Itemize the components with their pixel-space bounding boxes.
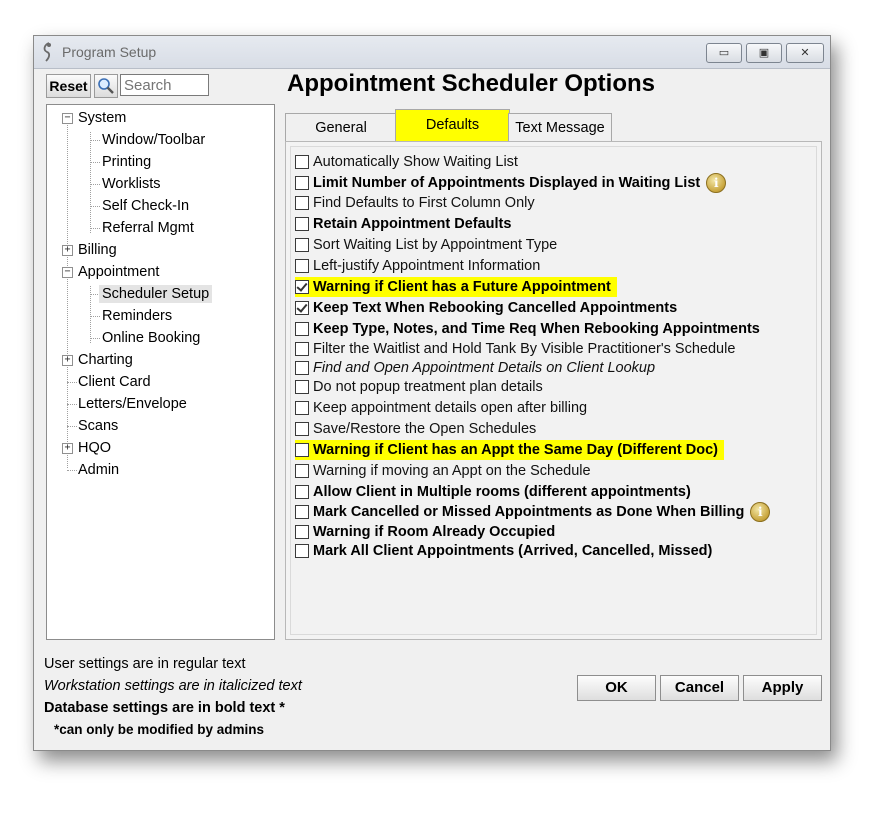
tree-item-online-booking[interactable]: Online Booking — [102, 330, 201, 346]
option-mark-all-client-appointments[interactable] — [295, 541, 712, 561]
checkbox[interactable] — [295, 238, 309, 252]
tree-connector — [67, 404, 77, 405]
checkbox[interactable] — [295, 401, 309, 415]
close-icon: ✕ — [800, 46, 810, 59]
tree-connector — [67, 470, 77, 471]
tree-item-worklists[interactable]: Worklists — [102, 176, 161, 192]
checkbox[interactable] — [295, 443, 309, 457]
option-label: Keep Type, Notes, and Time Req When Rebooking Appointments — [313, 321, 760, 337]
collapse-toggle-system[interactable]: − — [62, 113, 73, 124]
defaults-options-pane — [285, 141, 822, 640]
option-warning-room-occupied[interactable] — [295, 522, 555, 542]
option-label: Do not popup treatment plan details — [313, 379, 543, 395]
tree-connector — [67, 426, 77, 427]
option-limit-appointments-waiting-list[interactable] — [295, 173, 726, 193]
tree-connector — [90, 206, 100, 207]
option-keep-type-notes[interactable] — [295, 319, 760, 339]
checkbox[interactable] — [295, 525, 309, 539]
tree-connector — [67, 122, 68, 468]
legend-italic: Workstation settings are in italicized text — [44, 678, 302, 694]
tree-item-scans[interactable]: Scans — [78, 418, 119, 434]
option-auto-show-waiting-list[interactable] — [295, 152, 518, 172]
cancel-button[interactable]: Cancel — [660, 675, 739, 701]
option-label: Retain Appointment Defaults — [313, 216, 512, 232]
option-warning-moving-appt[interactable] — [295, 461, 591, 481]
option-warning-future-appointment[interactable] — [295, 277, 617, 297]
apply-button[interactable]: Apply — [743, 675, 822, 701]
tab-text-message[interactable]: Text Message — [508, 113, 612, 142]
option-no-popup-treatment-plan[interactable] — [295, 377, 543, 397]
option-label: Automatically Show Waiting List — [313, 154, 518, 170]
search-input[interactable] — [120, 74, 209, 96]
option-label: Find Defaults to First Column Only — [313, 195, 535, 211]
checkbox[interactable] — [295, 342, 309, 356]
tree-item-scheduler-setup[interactable]: Scheduler Setup — [99, 285, 212, 303]
window-title: Program Setup — [62, 44, 157, 60]
tree-item-referral-mgmt[interactable]: Referral Mgmt — [102, 220, 194, 236]
checkbox[interactable] — [295, 217, 309, 231]
search-button[interactable] — [94, 74, 118, 98]
expand-toggle-billing[interactable]: + — [62, 245, 73, 256]
tree-item-client-card[interactable]: Client Card — [78, 374, 151, 390]
option-keep-details-open[interactable] — [295, 398, 587, 418]
tree-connector — [90, 228, 100, 229]
tree-item-admin[interactable]: Admin — [78, 462, 120, 478]
option-allow-multiple-rooms[interactable] — [295, 482, 691, 502]
minimize-icon: ▭ — [718, 46, 730, 59]
tab-general[interactable]: General — [285, 113, 397, 142]
tree-item-window-toolbar[interactable]: Window/Toolbar — [102, 132, 206, 148]
expand-toggle-hqo[interactable]: + — [62, 443, 73, 454]
option-label: Mark Cancelled or Missed Appointments as Done When Billing — [313, 504, 745, 520]
option-filter-waitlist[interactable] — [295, 339, 735, 359]
option-find-defaults-first-column[interactable] — [295, 193, 535, 213]
checkbox[interactable] — [295, 322, 309, 336]
option-label: Keep Text When Rebooking Cancelled Appointments — [313, 300, 678, 316]
reset-button[interactable]: Reset — [46, 74, 91, 98]
checkbox-checked[interactable] — [295, 280, 309, 294]
program-setup-window — [33, 35, 831, 751]
tab-defaults[interactable]: Defaults — [395, 109, 510, 142]
options-list — [290, 146, 817, 635]
option-save-restore-schedules[interactable] — [295, 419, 536, 439]
checkbox[interactable] — [295, 464, 309, 478]
title-bar — [34, 36, 830, 69]
legend-admin-note: *can only be modified by admins — [54, 722, 265, 737]
app-logo-icon — [40, 42, 56, 62]
tree-connector — [90, 338, 100, 339]
option-label: Limit Number of Appointments Displayed in Waiting List — [313, 175, 701, 191]
tree-item-billing[interactable]: Billing — [78, 242, 117, 258]
ok-button[interactable]: OK — [577, 675, 656, 701]
tree-connector — [67, 382, 77, 383]
option-find-open-appointment-details[interactable] — [295, 358, 655, 378]
checkbox[interactable] — [295, 155, 309, 169]
tree-item-hqo[interactable]: HQO — [78, 440, 112, 456]
tree-item-reminders[interactable]: Reminders — [102, 308, 173, 324]
tree-connector — [90, 132, 91, 233]
checkbox-checked[interactable] — [295, 301, 309, 315]
option-warning-same-day-appt[interactable] — [295, 440, 724, 460]
checkbox[interactable] — [295, 505, 309, 519]
expand-toggle-charting[interactable]: + — [62, 355, 73, 366]
option-label: Allow Client in Multiple rooms (different appointments) — [313, 484, 691, 500]
tree-connector — [90, 316, 100, 317]
checkbox[interactable] — [295, 196, 309, 210]
tree-connector — [90, 162, 100, 163]
settings-tree — [46, 104, 275, 640]
page-title: Appointment Scheduler Options — [287, 70, 656, 97]
option-label: Warning if Client has a Future Appointment — [313, 279, 611, 295]
info-icon[interactable]: i — [706, 173, 726, 193]
checkbox[interactable] — [295, 485, 309, 499]
maximize-button[interactable] — [746, 43, 782, 63]
option-label: Warning if moving an Appt on the Schedule — [313, 463, 591, 479]
option-label: Left-justify Appointment Information — [313, 258, 541, 274]
option-label: Filter the Waitlist and Hold Tank By Visible Practitioner's Schedule — [313, 341, 736, 357]
tree-connector — [90, 140, 100, 141]
tree-item-charting[interactable]: Charting — [78, 352, 133, 368]
option-left-justify[interactable] — [295, 256, 540, 276]
checkbox[interactable] — [295, 380, 309, 394]
search-icon — [95, 75, 117, 97]
option-keep-text-rebooking[interactable] — [295, 298, 677, 318]
option-label: Find and Open Appointment Details on Client Lookup — [313, 360, 656, 376]
checkbox[interactable] — [295, 544, 309, 558]
tree-connector — [90, 184, 100, 185]
option-label: Mark All Client Appointments (Arrived, Cancelled, Missed) — [313, 543, 713, 559]
option-label: Keep appointment details open after billing — [313, 400, 588, 416]
tree-item-printing[interactable]: Printing — [102, 154, 152, 170]
option-mark-cancelled-done[interactable] — [295, 502, 770, 522]
tree-item-system[interactable]: System — [78, 110, 127, 126]
checkbox[interactable] — [295, 176, 309, 190]
close-button[interactable] — [786, 43, 824, 63]
tree-item-letters-envelope[interactable]: Letters/Envelope — [78, 396, 187, 412]
collapse-toggle-appointment[interactable]: − — [62, 267, 73, 278]
maximize-icon: ▣ — [758, 46, 770, 59]
minimize-button[interactable] — [706, 43, 742, 63]
option-sort-waiting-list[interactable] — [295, 235, 557, 255]
option-label: Warning if Room Already Occupied — [313, 524, 556, 540]
legend-regular: User settings are in regular text — [44, 656, 246, 672]
checkbox[interactable] — [295, 422, 309, 436]
checkbox[interactable] — [295, 259, 309, 273]
checkbox[interactable] — [295, 361, 309, 375]
tree-item-self-check-in[interactable]: Self Check-In — [102, 198, 190, 214]
legend-bold: Database settings are in bold text * — [44, 700, 285, 716]
option-label: Sort Waiting List by Appointment Type — [313, 237, 558, 253]
tree-item-appointment[interactable]: Appointment — [78, 264, 160, 280]
info-icon[interactable]: i — [750, 502, 770, 522]
option-retain-appointment-defaults[interactable] — [295, 214, 511, 234]
option-label: Warning if Client has an Appt the Same Day (Different Doc) — [313, 442, 718, 458]
option-label: Save/Restore the Open Schedules — [313, 421, 537, 437]
